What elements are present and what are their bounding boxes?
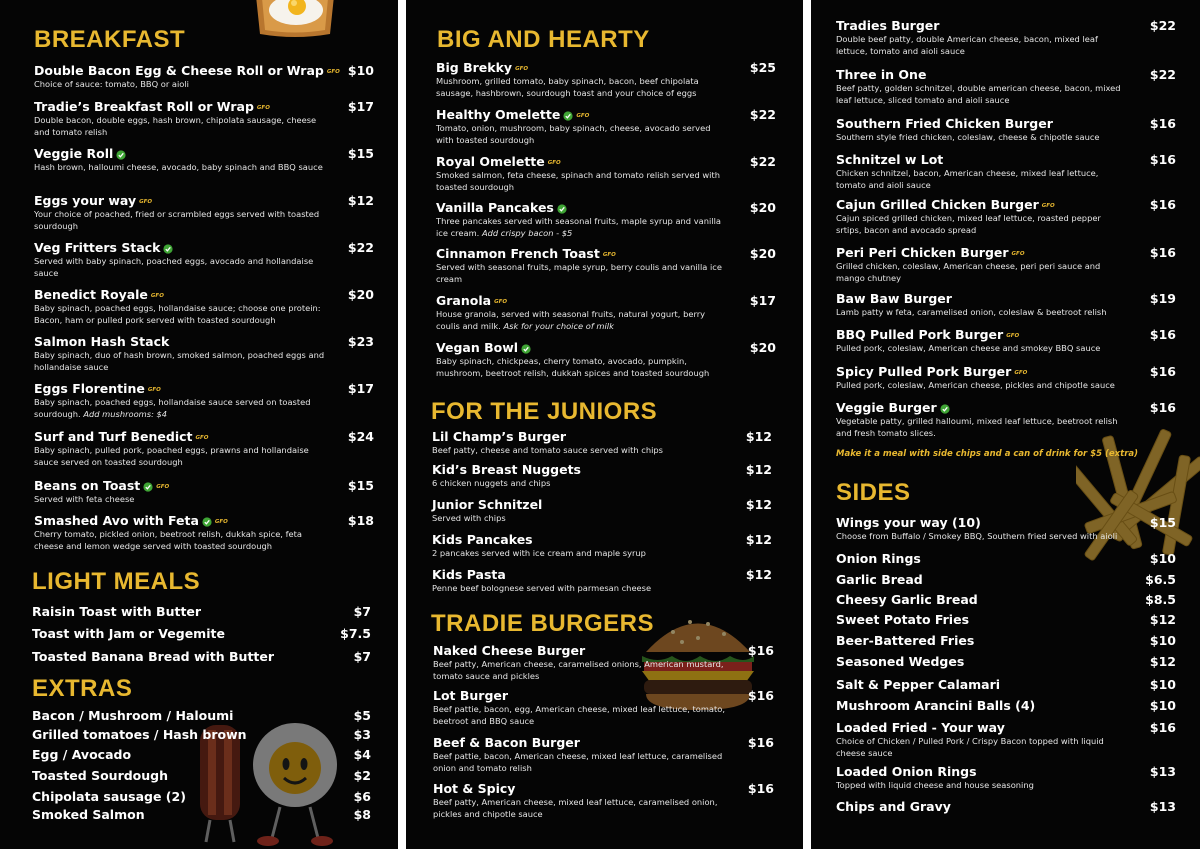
- menu-item-beans-on-toast: [34, 478, 374, 506]
- item-price: $18: [347, 513, 374, 528]
- item-description: Baby spinach, poached eggs, hollandaise sauce; choose one protein: Bacon, ham or pulled pork served with toasted sourdough: [34, 303, 321, 325]
- item-name: Smashed Avo with Feta: [34, 513, 199, 528]
- gluten-free-option-icon: GFO: [326, 68, 340, 75]
- section-title-breakfast: BREAKFAST: [34, 26, 186, 53]
- item-price: $12: [347, 193, 374, 208]
- item-name: Spicy Pulled Pork Burger: [836, 364, 1012, 379]
- section-title-light-meals: LIGHT MEALS: [32, 568, 201, 595]
- item-name: Baw Baw Burger: [836, 291, 952, 306]
- item-price: $16: [1149, 364, 1176, 379]
- item-price: $16: [1149, 400, 1176, 415]
- panel-breakfast: [0, 0, 398, 849]
- section-title-for-the-juniors: FOR THE JUNIORS: [431, 398, 658, 425]
- item-name: Vegan Bowl: [436, 340, 519, 355]
- item-add-on-note: Ask for your choice of milk: [503, 320, 614, 331]
- item-price: $20: [347, 287, 374, 302]
- menu-item-vegan-bowl: [436, 340, 776, 379]
- menu-item-peri-peri-chicken-burger: [836, 245, 1176, 284]
- item-name: Kids Pancakes: [432, 532, 533, 547]
- item-description: Served with baby spinach, poached eggs, avocado and hollandaise sauce: [34, 256, 314, 278]
- item-name: Peri Peri Chicken Burger: [836, 245, 1009, 260]
- menu-item-loaded-onion-rings: [836, 764, 1176, 792]
- item-description: Cherry tomato, pickled onion, beetroot relish, dukkah spice, feta cheese and lemon wedge served with toasted sourdough: [34, 529, 302, 551]
- menu-item-lot-burger: [433, 688, 774, 727]
- item-description: Lamb patty w feta, caramelised onion, coleslaw & beetroot relish: [836, 307, 1107, 317]
- gluten-free-option-icon: GFO: [547, 159, 561, 166]
- item-description: Your choice of poached, fried or scrambled eggs served with toasted sourdough: [34, 209, 320, 231]
- item-name: Toasted Banana Bread with Butter: [32, 649, 275, 664]
- panel-big-hearty: [406, 0, 803, 849]
- item-price: $15: [347, 478, 374, 493]
- menu-item-seasoned-wedges: [836, 654, 1176, 670]
- item-price: $20: [749, 246, 776, 261]
- item-description: Chicken schnitzel, bacon, American cheese, mixed leaf lettuce, tomato and aioli sauce: [836, 168, 1099, 190]
- fried-egg-toast-illustration: [250, 0, 340, 38]
- vegetarian-leaf-icon: [940, 404, 950, 414]
- gluten-free-option-icon: GFO: [576, 112, 590, 119]
- item-name: Sweet Potato Fries: [836, 612, 970, 627]
- item-description: Beef patty, American cheese, mixed leaf lettuce, caramelised onion, pickles and chipotle sauce: [433, 797, 718, 819]
- item-price: $22: [749, 107, 776, 122]
- gluten-free-option-icon: GFO: [494, 298, 508, 305]
- item-name: Cajun Grilled Chicken Burger: [836, 197, 1039, 212]
- item-name: Seasoned Wedges: [836, 654, 965, 669]
- item-price: $16: [747, 643, 774, 658]
- menu-item-tradies-burger: [836, 18, 1176, 57]
- item-price: $22: [1149, 67, 1176, 82]
- item-name: BBQ Pulled Pork Burger: [836, 327, 1004, 342]
- menu-item-three-in-one: [836, 67, 1176, 106]
- menu-item-veg-fritters-stack: [34, 240, 374, 279]
- menu-item-southern-fried-chicken-burger: [836, 116, 1176, 144]
- item-name: Kid’s Breast Nuggets: [432, 462, 581, 477]
- item-description: Served with seasonal fruits, maple syrup, berry coulis and vanilla ice cream: [436, 262, 722, 284]
- item-price: $25: [749, 60, 776, 75]
- item-name: Salmon Hash Stack: [34, 334, 170, 349]
- item-price: $13: [1149, 799, 1176, 814]
- vegetarian-leaf-icon: [557, 204, 567, 214]
- item-name: Egg / Avocado: [32, 747, 132, 762]
- item-price: $17: [749, 293, 776, 308]
- vegetarian-leaf-icon: [163, 244, 173, 254]
- item-name: Kids Pasta: [432, 567, 506, 582]
- item-price: $22: [347, 240, 374, 255]
- item-description: House granola, served with seasonal fruits, natural yogurt, berry coulis and milk.: [436, 309, 706, 331]
- vegetarian-leaf-icon: [521, 344, 531, 354]
- item-price: $22: [749, 154, 776, 169]
- item-description: Baby spinach, duo of hash brown, smoked salmon, poached eggs and hollandaise sauce: [34, 350, 325, 372]
- menu-item-cajun-grilled-chicken-burger: [836, 197, 1176, 236]
- item-price: $15: [347, 146, 374, 161]
- item-price: $20: [749, 200, 776, 215]
- item-price: $16: [1149, 245, 1176, 260]
- vegetarian-leaf-icon: [116, 150, 126, 160]
- gluten-free-option-icon: GFO: [1014, 369, 1028, 376]
- item-description: Three pancakes served with seasonal fruits, maple syrup and vanilla ice cream.: [436, 216, 721, 238]
- item-price: $7: [353, 604, 371, 619]
- item-price: $12: [745, 532, 772, 547]
- section-title-big-and-hearty: BIG AND HEARTY: [437, 26, 650, 53]
- item-name: Chipolata sausage (2): [32, 789, 186, 804]
- menu-item-garlic-bread: [836, 572, 1176, 588]
- menu-item-raisin-toast-with-butter: [32, 604, 371, 620]
- gluten-free-option-icon: GFO: [256, 104, 270, 111]
- item-price: $8: [353, 807, 371, 822]
- menu-item-tradie-s-breakfast-roll-or-wrap: [34, 99, 374, 138]
- menu-item-toasted-banana-bread-with-butter: [32, 649, 371, 665]
- item-name: Mushroom Arancini Balls (4): [836, 698, 1036, 713]
- item-description: Hash brown, halloumi cheese, avocado, baby spinach and BBQ sauce: [34, 162, 323, 172]
- section-title-extras: EXTRAS: [32, 675, 133, 702]
- menu-item-wings-your-way-10: [836, 515, 1176, 543]
- item-name: Naked Cheese Burger: [433, 643, 586, 658]
- item-description: Tomato, onion, mushroom, baby spinach, cheese, avocado served with toasted sourdough: [436, 123, 711, 145]
- item-price: $15: [1149, 515, 1176, 530]
- item-name: Smoked Salmon: [32, 807, 145, 822]
- item-name: Salt & Pepper Calamari: [836, 677, 1001, 692]
- item-price: $16: [747, 781, 774, 796]
- item-name: Beans on Toast: [34, 478, 141, 493]
- item-name: Hot & Spicy: [433, 781, 516, 796]
- menu-item-kids-pancakes: [432, 532, 772, 560]
- item-name: Loaded Fried - Your way: [836, 720, 1005, 735]
- menu-item-onion-rings: [836, 551, 1176, 567]
- gluten-free-option-icon: GFO: [139, 198, 153, 205]
- item-description: 6 chicken nuggets and chips: [432, 478, 551, 488]
- gluten-free-option-icon: GFO: [150, 292, 164, 299]
- item-description: Choose from Buffalo / Smokey BBQ, Southern fried served with aioli: [836, 531, 1118, 541]
- item-price: $16: [1149, 116, 1176, 131]
- item-name: Wings your way (10): [836, 515, 981, 530]
- item-name: Healthy Omelette: [436, 107, 561, 122]
- item-description: Choice of Chicken / Pulled Pork / Crispy Bacon topped with liquid cheese sauce: [836, 736, 1104, 758]
- item-price: $24: [347, 429, 374, 444]
- menu-item-double-bacon-egg-cheese-roll-or-wrap: [34, 63, 374, 91]
- item-price: $16: [1149, 152, 1176, 167]
- menu-item-smoked-salmon: [32, 807, 371, 823]
- menu-item-naked-cheese-burger: [433, 643, 774, 682]
- gluten-free-option-icon: GFO: [1011, 250, 1025, 257]
- item-description: Cajun spiced grilled chicken, mixed leaf lettuce, roasted pepper srtips, bacon and avocado spread: [836, 213, 1101, 235]
- item-description: Smoked salmon, feta cheese, spinach and tomato relish served with toasted sourdough: [436, 170, 721, 192]
- menu-item-spicy-pulled-pork-burger: [836, 364, 1176, 392]
- item-name: Big Brekky: [436, 60, 513, 75]
- menu-item-chips-and-gravy: [836, 799, 1176, 815]
- item-price: $16: [747, 735, 774, 750]
- menu-item-cinnamon-french-toast: [436, 246, 776, 285]
- item-description: Double beef patty, double American cheese, bacon, mixed leaf lettuce, tomato and aioli sauce: [836, 34, 1098, 56]
- item-description: Beef patty, cheese and tomato sauce served with chips: [432, 445, 663, 455]
- menu-item-bacon-mushroom-haloumi: [32, 708, 371, 724]
- item-name: Grilled tomatoes / Hash brown: [32, 727, 247, 742]
- menu-item-granola: [436, 293, 776, 332]
- item-price: $17: [347, 381, 374, 396]
- item-description: Vegetable patty, grilled halloumi, mixed leaf lettuce, beetroot relish and fresh tomato slices.: [836, 416, 1118, 438]
- item-name: Veg Fritters Stack: [34, 240, 161, 255]
- item-description: Mushroom, grilled tomato, baby spinach, bacon, beef chipolata sausage, hashbrown, sourdough toast and your choice of eggs: [436, 76, 699, 98]
- item-add-on-note: Add mushrooms: $4: [83, 408, 168, 419]
- item-description: Beef pattie, bacon, American cheese, mixed leaf lettuce, caramelised onion and tomato relish: [433, 751, 723, 773]
- menu-item-veggie-burger: [836, 400, 1176, 439]
- menu-item-grilled-tomatoes-hash-brown: [32, 727, 371, 743]
- gluten-free-option-icon: GFO: [147, 386, 161, 393]
- item-description: Baby spinach, chickpeas, cherry tomato, avocado, pumpkin, mushroom, beetroot relish, dukkah spices and toasted sourdough: [436, 356, 710, 378]
- menu-item-vanilla-pancakes: [436, 200, 776, 239]
- gluten-free-option-icon: GFO: [1006, 332, 1020, 339]
- gluten-free-option-icon: GFO: [602, 251, 616, 258]
- item-price: $7: [353, 649, 371, 664]
- item-description: Choice of sauce: tomato, BBQ or aioli: [34, 79, 189, 89]
- menu-item-healthy-omelette: [436, 107, 776, 146]
- item-name: Cheesy Garlic Bread: [836, 592, 978, 607]
- item-price: $2: [353, 768, 371, 783]
- item-name: Loaded Onion Rings: [836, 764, 977, 779]
- menu-item-benedict-royale: [34, 287, 374, 326]
- item-price: $12: [745, 462, 772, 477]
- item-price: $23: [347, 334, 374, 349]
- menu-item-egg-avocado: [32, 747, 371, 763]
- item-name: Eggs your way: [34, 193, 137, 208]
- menu-item-baw-baw-burger: [836, 291, 1176, 319]
- item-description: Beef patty, golden schnitzel, double american cheese, bacon, mixed leaf lettuce, sliced tomato and aioli sauce: [836, 83, 1121, 105]
- item-price: $6.5: [1145, 572, 1176, 587]
- item-price: $12: [745, 497, 772, 512]
- item-name: Three in One: [836, 67, 927, 82]
- item-price: $12: [1149, 654, 1176, 669]
- item-name: Junior Schnitzel: [432, 497, 543, 512]
- item-price: $16: [1149, 720, 1176, 735]
- menu-item-toasted-sourdough: [32, 768, 371, 784]
- item-name: Onion Rings: [836, 551, 921, 566]
- menu-item-surf-and-turf-benedict: [34, 429, 374, 468]
- item-price: $3: [353, 727, 371, 742]
- item-price: $6: [353, 789, 371, 804]
- item-price: $19: [1149, 291, 1176, 306]
- menu-item-chipolata-sausage-2: [32, 789, 371, 805]
- item-price: $8.5: [1145, 592, 1176, 607]
- item-description: Southern style fried chicken, coleslaw, cheese & chipotle sauce: [836, 132, 1100, 142]
- menu-item-veggie-roll: [34, 146, 374, 174]
- item-description: Grilled chicken, coleslaw, American cheese, peri peri sauce and mango chutney: [836, 261, 1101, 283]
- menu-item-kid-s-breast-nuggets: [432, 462, 772, 490]
- item-name: Double Bacon Egg & Cheese Roll or Wrap: [34, 63, 324, 78]
- item-description: Pulled pork, coleslaw, American cheese and smokey BBQ sauce: [836, 343, 1101, 353]
- menu-item-beer-battered-fries: [836, 633, 1176, 649]
- item-name: Tradie’s Breakfast Roll or Wrap: [34, 99, 254, 114]
- menu-item-kids-pasta: [432, 567, 772, 595]
- item-price: $4: [353, 747, 371, 762]
- item-name: Toast with Jam or Vegemite: [32, 626, 225, 641]
- menu-item-salt-pepper-calamari: [836, 677, 1176, 693]
- item-price: $7.5: [340, 626, 371, 641]
- item-name: Vanilla Pancakes: [436, 200, 554, 215]
- item-price: $10: [1149, 677, 1176, 692]
- item-name: Beer-Battered Fries: [836, 633, 975, 648]
- item-add-on-note: Add crispy bacon - $5: [481, 227, 573, 238]
- item-price: $10: [1149, 551, 1176, 566]
- item-price: $16: [1149, 197, 1176, 212]
- item-name: Tradies Burger: [836, 18, 940, 33]
- panel-burgers-sides: [811, 0, 1200, 849]
- item-name: Eggs Florentine: [34, 381, 145, 396]
- menu-item-beef-bacon-burger: [433, 735, 774, 774]
- item-price: $16: [747, 688, 774, 703]
- menu-item-bbq-pulled-pork-burger: [836, 327, 1176, 355]
- item-name: Raisin Toast with Butter: [32, 604, 202, 619]
- menu-item-junior-schnitzel: [432, 497, 772, 525]
- gluten-free-option-icon: GFO: [1041, 202, 1055, 209]
- item-name: Cinnamon French Toast: [436, 246, 600, 261]
- item-name: Royal Omelette: [436, 154, 545, 169]
- menu-item-schnitzel-w-lot: [836, 152, 1176, 191]
- menu-item-royal-omelette: [436, 154, 776, 193]
- item-name: Toasted Sourdough: [32, 768, 169, 783]
- item-name: Schnitzel w Lot: [836, 152, 944, 167]
- vegetarian-leaf-icon: [563, 111, 573, 121]
- gluten-free-option-icon: GFO: [515, 65, 529, 72]
- section-title-tradie-burgers: TRADIE BURGERS: [431, 610, 655, 637]
- menu-item-eggs-your-way: [34, 193, 374, 232]
- menu-item-salmon-hash-stack: [34, 334, 374, 373]
- item-name: Bacon / Mushroom / Haloumi: [32, 708, 234, 723]
- menu-item-cheesy-garlic-bread: [836, 592, 1176, 608]
- item-name: Veggie Burger: [836, 400, 937, 415]
- item-price: $16: [1149, 327, 1176, 342]
- item-description: 2 pancakes served with ice cream and maple syrup: [432, 548, 646, 558]
- menu-item-hot-spicy: [433, 781, 774, 820]
- item-name: Lil Champ’s Burger: [432, 429, 567, 444]
- item-price: $20: [749, 340, 776, 355]
- item-price: $12: [745, 567, 772, 582]
- item-price: $10: [1149, 698, 1176, 713]
- item-name: Beef & Bacon Burger: [433, 735, 580, 750]
- section-title-sides: SIDES: [836, 479, 911, 506]
- gluten-free-option-icon: GFO: [214, 518, 228, 525]
- item-description: Pulled pork, coleslaw, American cheese, pickles and chipotle sauce: [836, 380, 1115, 390]
- item-name: Granola: [436, 293, 492, 308]
- menu-item-eggs-florentine: [34, 381, 374, 420]
- menu-item-loaded-fried-your-way: [836, 720, 1176, 759]
- menu-item-toast-with-jam-or-vegemite: [32, 626, 371, 642]
- item-description: Baby spinach, pulled pork, poached eggs, prawns and hollandaise sauce served on toasted sourdough: [34, 445, 309, 467]
- item-name: Veggie Roll: [34, 146, 114, 161]
- item-price: $10: [347, 63, 374, 78]
- item-price: $12: [745, 429, 772, 444]
- item-description: Beef patty, American cheese, caramelised onions, American mustard, tomato sauce and pickles: [433, 659, 724, 681]
- meal-deal-note: Make it a meal with side chips and a can of drink for $5 (extra): [836, 449, 1139, 459]
- gluten-free-option-icon: GFO: [156, 483, 170, 490]
- item-price: $22: [1149, 18, 1176, 33]
- item-name: Surf and Turf Benedict: [34, 429, 193, 444]
- vegetarian-leaf-icon: [143, 482, 153, 492]
- vegetarian-leaf-icon: [202, 517, 212, 527]
- menu-item-big-brekky: [436, 60, 776, 99]
- menu-item-smashed-avo-with-feta: [34, 513, 374, 552]
- menu-item-sweet-potato-fries: [836, 612, 1176, 628]
- item-name: Garlic Bread: [836, 572, 923, 587]
- item-price: $10: [1149, 633, 1176, 648]
- item-name: Benedict Royale: [34, 287, 148, 302]
- item-description: Double bacon, double eggs, hash brown, chipolata sausage, cheese and tomato relish: [34, 115, 317, 137]
- item-price: $12: [1149, 612, 1176, 627]
- menu-item-lil-champ-s-burger: [432, 429, 772, 457]
- item-price: $13: [1149, 764, 1176, 779]
- item-description: Baby spinach, poached eggs, hollandaise sauce served on toasted sourdough.: [34, 397, 311, 419]
- item-name: Southern Fried Chicken Burger: [836, 116, 1053, 131]
- item-description: Beef pattie, bacon, egg, American cheese, mixed leaf lettuce, tomato, beetroot and BBQ sauce: [433, 704, 725, 726]
- item-description: Served with feta cheese: [34, 494, 135, 504]
- item-price: $5: [353, 708, 371, 723]
- item-price: $17: [347, 99, 374, 114]
- menu-item-mushroom-arancini-balls-4: [836, 698, 1176, 714]
- gluten-free-option-icon: GFO: [195, 434, 209, 441]
- item-name: Lot Burger: [433, 688, 509, 703]
- item-description: Penne beef bolognese served with parmesan cheese: [432, 583, 652, 593]
- item-description: Served with chips: [432, 513, 506, 523]
- item-name: Chips and Gravy: [836, 799, 951, 814]
- item-description: Topped with liquid cheese and house seasoning: [836, 780, 1034, 790]
